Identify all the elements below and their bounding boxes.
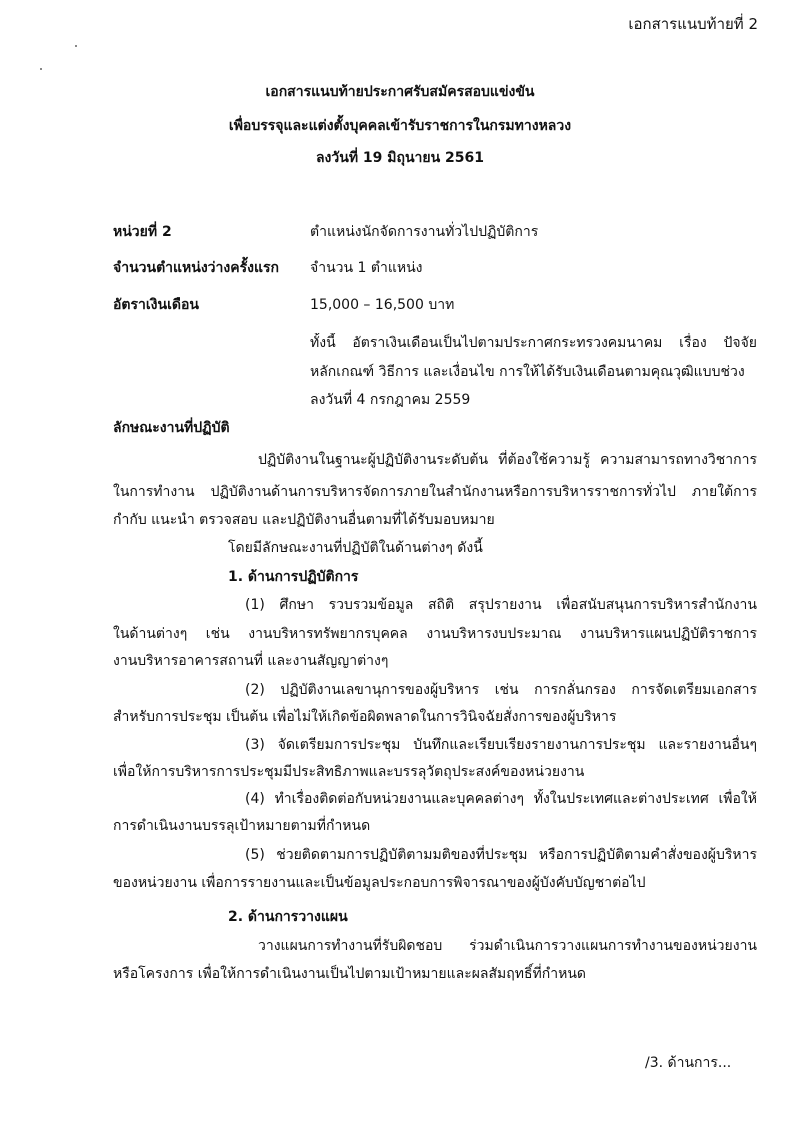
section-1-item-1: (1) ศึกษา รวบรวมข้อมูล สถิติ สรุปรายงาน เพื่อสนับสนุนการบริหารสำนักงาน — [245, 597, 757, 613]
section-1-item-1: ในด้านต่างๆ เช่น งานบริหารทรัพยากรบุคคล งานบริหารงบประมาณ งานบริหารแผนปฏิบัติราชการ — [113, 626, 757, 642]
duties-heading: ลักษณะงานที่ปฏิบัติ — [113, 420, 230, 436]
scan-speck — [40, 68, 42, 70]
section-1-item-4: การดำเนินงานบรรลุเป้าหมายตามที่กำหนด — [113, 818, 371, 834]
section-1-item-5: ของหน่วยงาน เพื่อการรายงานและเป็นข้อมูลประกอบการพิจารณาของผู้บังคับบัญชาต่อไป — [113, 875, 646, 891]
section-2-line: วางแผนการทำงานที่รับผิดชอบ ร่วมดำเนินการวางแผนการทำงานของหน่วยงาน — [258, 938, 757, 954]
title-line-1: เอกสารแนบท้ายประกาศรับสมัครสอบแข่งขัน — [265, 84, 535, 100]
section-1-item-5: (5) ช่วยติดตามการปฏิบัติตามมติของที่ประชุม หรือการปฏิบัติตามคำสั่งของผู้บริหาร — [245, 847, 757, 863]
duties-intro-line: ปฏิบัติงานในฐานะผู้ปฏิบัติงานระดับต้น ที่ต้องใช้ความรู้ ความสามารถทางวิชาการ — [258, 452, 757, 468]
unit-value: ตำแหน่งนักจัดการงานทั่วไปปฏิบัติการ — [310, 224, 539, 240]
scan-speck — [75, 45, 77, 47]
title-line-3: ลงวันที่ 19 มิถุนายน 2561 — [315, 150, 485, 166]
title-line-2: เพื่อบรรจุและแต่งตั้งบุคคลเข้ารับราชการในกรมทางหลวง — [228, 118, 572, 134]
duties-intro-line: ในการทำงาน ปฏิบัติงานด้านการบริหารจัดการภายในสำนักงานหรือการบริหารราชการทั่วไป ภายใต้การ — [113, 484, 757, 500]
salary-value: 15,000 – 16,500 บาท — [310, 297, 455, 313]
section-1-item-4: (4) ทำเรื่องติดต่อกับหน่วยงานและบุคคลต่างๆ ทั้งในประเทศและต่างประเทศ เพื่อให้ — [245, 791, 757, 807]
unit-label: หน่วยที่ 2 — [113, 224, 172, 240]
salary-label: อัตราเงินเดือน — [113, 297, 199, 313]
attachment-reference: เอกสารแนบท้ายที่ 2 — [628, 15, 758, 33]
section-1-item-2: สำหรับการประชุม เป็นต้น เพื่อไม่ให้เกิดข้อผิดพลาดในการวินิจฉัยสั่งการของผู้บริหาร — [113, 709, 617, 725]
salary-note-line: ลงวันที่ 4 กรกฎาคม 2559 — [310, 392, 471, 408]
section-1-item-1: งานบริหารอาคารสถานที่ และงานสัญญาต่างๆ — [113, 653, 389, 669]
continuation-marker: /3. ด้านการ... — [645, 1055, 732, 1071]
section-1-item-2: (2) ปฏิบัติงานเลขานุการของผู้บริหาร เช่น การกลั่นกรอง การจัดเตรียมเอกสาร — [245, 682, 757, 698]
section-1-heading: 1. ด้านการปฏิบัติการ — [228, 569, 359, 585]
salary-note-line: ทั้งนี้ อัตราเงินเดือนเป็นไปตามประกาศกระทรวงคมนาคม เรื่อง ปัจจัย — [310, 335, 757, 351]
section-2-line: หรือโครงการ เพื่อให้การดำเนินงานเป็นไปตามเป้าหมายและผลสัมฤทธิ์ที่กำหนด — [113, 966, 586, 982]
vacancy-value: จำนวน 1 ตำแหน่ง — [310, 260, 423, 276]
section-1-item-3: เพื่อให้การบริหารการประชุมมีประสิทธิภาพและบรรลุวัตถุประสงค์ของหน่วยงาน — [113, 764, 585, 780]
vacancy-label: จำนวนตำแหน่งว่างครั้งแรก — [113, 260, 279, 276]
duties-intro-line: โดยมีลักษณะงานที่ปฏิบัติในด้านต่างๆ ดังนี้ — [228, 540, 483, 556]
duties-intro-line: กำกับ แนะนำ ตรวจสอบ และปฏิบัติงานอื่นตามที่ได้รับมอบหมาย — [113, 512, 495, 528]
salary-note-line: หลักเกณฑ์ วิธีการ และเงื่อนไข การให้ได้รับเงินเดือนตามคุณวุฒิแบบช่วง — [310, 364, 745, 380]
section-1-item-3: (3) จัดเตรียมการประชุม บันทึกและเรียบเรียงรายงานการประชุม และรายงานอื่นๆ — [245, 737, 757, 753]
section-2-heading: 2. ด้านการวางแผน — [228, 909, 348, 925]
